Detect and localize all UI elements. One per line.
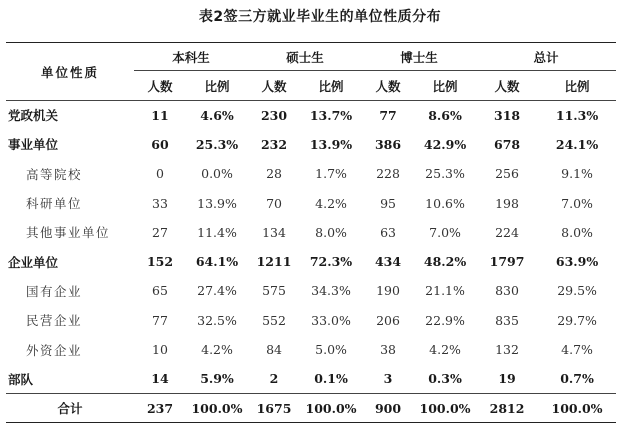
- cell-ratio: 29.7%: [557, 312, 597, 328]
- cell-count: 386: [374, 136, 402, 152]
- group-header-undergrad: 本科生: [134, 43, 248, 71]
- cell-ratio: 34.3%: [311, 283, 351, 299]
- cell-count: 27: [152, 224, 168, 240]
- cell-count: 10: [152, 342, 168, 358]
- cell-count: 237: [134, 393, 186, 422]
- table-row: [6, 130, 616, 159]
- subheader-count: 人数: [248, 71, 300, 101]
- cell-count: 11: [151, 107, 169, 123]
- cell-ratio: 100.0%: [538, 393, 616, 422]
- row-label: 科研单位: [26, 196, 83, 212]
- cell-count: 318: [494, 107, 521, 123]
- table-row: [6, 276, 616, 305]
- cell-ratio: 4.2%: [315, 195, 347, 211]
- subheader-ratio: 比例: [414, 71, 476, 101]
- cell-ratio: 4.2%: [201, 342, 233, 358]
- cell-count: 84: [266, 342, 282, 358]
- cell-ratio: 33.0%: [311, 312, 351, 328]
- cell-count: 14: [134, 364, 186, 393]
- cell-count: 38: [380, 342, 396, 358]
- cell-count: 1675: [248, 393, 300, 422]
- cell-ratio: 72.3%: [309, 254, 353, 270]
- cell-ratio: 22.9%: [425, 312, 465, 328]
- cell-ratio: 5.0%: [315, 342, 347, 358]
- cell-count: 232: [260, 136, 288, 152]
- cell-ratio: 42.9%: [423, 136, 467, 152]
- cell-count: 434: [374, 254, 402, 270]
- cell-count: 70: [266, 195, 282, 211]
- cell-ratio: 4.2%: [429, 342, 461, 358]
- cell-count: 28: [266, 166, 282, 182]
- subheader-count: 人数: [362, 71, 414, 101]
- cell-count: 33: [152, 195, 168, 211]
- cell-ratio: 64.1%: [195, 254, 239, 270]
- subheader-ratio: 比例: [186, 71, 248, 101]
- cell-count: 60: [151, 136, 169, 152]
- group-header-master: 硕士生: [248, 43, 362, 71]
- row-label: 国有企业: [26, 283, 83, 299]
- cell-count: 256: [495, 166, 519, 182]
- cell-count: 95: [380, 195, 396, 211]
- cell-count: 830: [495, 283, 519, 299]
- table-row: [6, 306, 616, 335]
- cell-ratio: 48.2%: [423, 254, 467, 270]
- table-row: [6, 218, 616, 247]
- cell-count: 206: [376, 312, 400, 328]
- cell-count: 835: [495, 312, 519, 328]
- cell-count: 1797: [489, 254, 525, 270]
- cell-count: 228: [376, 166, 400, 182]
- table-body: [6, 101, 616, 423]
- cell-ratio: 100.0%: [414, 393, 476, 422]
- cell-count: 65: [152, 283, 168, 299]
- cell-ratio: 11.4%: [197, 224, 237, 240]
- subheader-count: 人数: [134, 71, 186, 101]
- cell-ratio: 100.0%: [300, 393, 362, 422]
- subheader-ratio: 比例: [300, 71, 362, 101]
- table-row: [6, 247, 616, 276]
- cell-count: 230: [260, 107, 288, 123]
- subheader-ratio: 比例: [538, 71, 616, 101]
- cell-count: 900: [362, 393, 414, 422]
- cell-ratio: 29.5%: [557, 283, 597, 299]
- cell-count: 152: [146, 254, 174, 270]
- cell-ratio: 1.7%: [315, 166, 347, 182]
- cell-count: 575: [262, 283, 286, 299]
- cell-ratio: 5.9%: [186, 364, 248, 393]
- cell-ratio: 0.7%: [538, 364, 616, 393]
- cell-ratio: 25.3%: [195, 136, 239, 152]
- cell-ratio: 0.0%: [201, 166, 233, 182]
- distribution-table: [6, 42, 616, 423]
- cell-count: 77: [152, 312, 168, 328]
- cell-ratio: 7.0%: [561, 195, 593, 211]
- cell-ratio: 8.6%: [428, 107, 462, 123]
- cell-ratio: 4.6%: [200, 107, 234, 123]
- row-label: 部队: [6, 364, 134, 393]
- row-label: 高等院校: [26, 166, 83, 182]
- cell-ratio: 9.1%: [561, 166, 593, 182]
- cell-ratio: 32.5%: [197, 312, 237, 328]
- cell-count: 198: [495, 195, 519, 211]
- cell-ratio: 0.1%: [300, 364, 362, 393]
- cell-count: 2812: [476, 393, 538, 422]
- cell-ratio: 100.0%: [186, 393, 248, 422]
- cell-count: 134: [262, 224, 286, 240]
- cell-ratio: 0.3%: [414, 364, 476, 393]
- cell-count: 1211: [256, 254, 292, 270]
- cell-count: 3: [362, 364, 414, 393]
- cell-count: 552: [262, 312, 286, 328]
- cell-ratio: 4.7%: [561, 342, 593, 358]
- cell-ratio: 13.9%: [309, 136, 353, 152]
- unit-column-header: 单位性质: [6, 43, 134, 101]
- row-label: 其他事业单位: [26, 225, 111, 241]
- cell-ratio: 25.3%: [425, 166, 465, 182]
- row-label: 合计: [6, 393, 134, 422]
- row-label: 外资企业: [26, 342, 83, 358]
- subheader-count: 人数: [476, 71, 538, 101]
- cell-ratio: 63.9%: [555, 254, 599, 270]
- row-label: 企业单位: [8, 254, 59, 270]
- table-row: [6, 159, 616, 188]
- cell-ratio: 8.0%: [315, 224, 347, 240]
- row-label: 党政机关: [8, 108, 59, 124]
- cell-ratio: 13.7%: [309, 107, 353, 123]
- cell-ratio: 7.0%: [429, 224, 461, 240]
- group-header-total: 总计: [476, 43, 616, 71]
- cell-ratio: 10.6%: [425, 195, 465, 211]
- table-row: [6, 364, 616, 393]
- cell-ratio: 11.3%: [555, 107, 599, 123]
- cell-ratio: 13.9%: [197, 195, 237, 211]
- cell-count: 19: [476, 364, 538, 393]
- cell-ratio: 8.0%: [561, 224, 593, 240]
- cell-ratio: 27.4%: [197, 283, 237, 299]
- cell-count: 190: [376, 283, 400, 299]
- row-label: 事业单位: [8, 137, 59, 153]
- table-row: [6, 101, 616, 130]
- cell-count: 678: [494, 136, 521, 152]
- cell-count: 77: [379, 107, 397, 123]
- cell-ratio: 21.1%: [425, 283, 465, 299]
- cell-count: 132: [495, 342, 519, 358]
- cell-count: 63: [380, 224, 396, 240]
- cell-count: 0: [156, 166, 164, 182]
- cell-count: 2: [248, 364, 300, 393]
- group-header-doctor: 博士生: [362, 43, 476, 71]
- header-row-groups: [6, 43, 616, 71]
- table-row: [6, 335, 616, 364]
- table-row: [6, 393, 616, 422]
- row-label: 民营企业: [26, 313, 83, 329]
- cell-ratio: 24.1%: [555, 136, 599, 152]
- table-title: 表2签三方就业毕业生的单位性质分布: [198, 9, 442, 25]
- cell-count: 224: [495, 224, 519, 240]
- table-row: [6, 188, 616, 217]
